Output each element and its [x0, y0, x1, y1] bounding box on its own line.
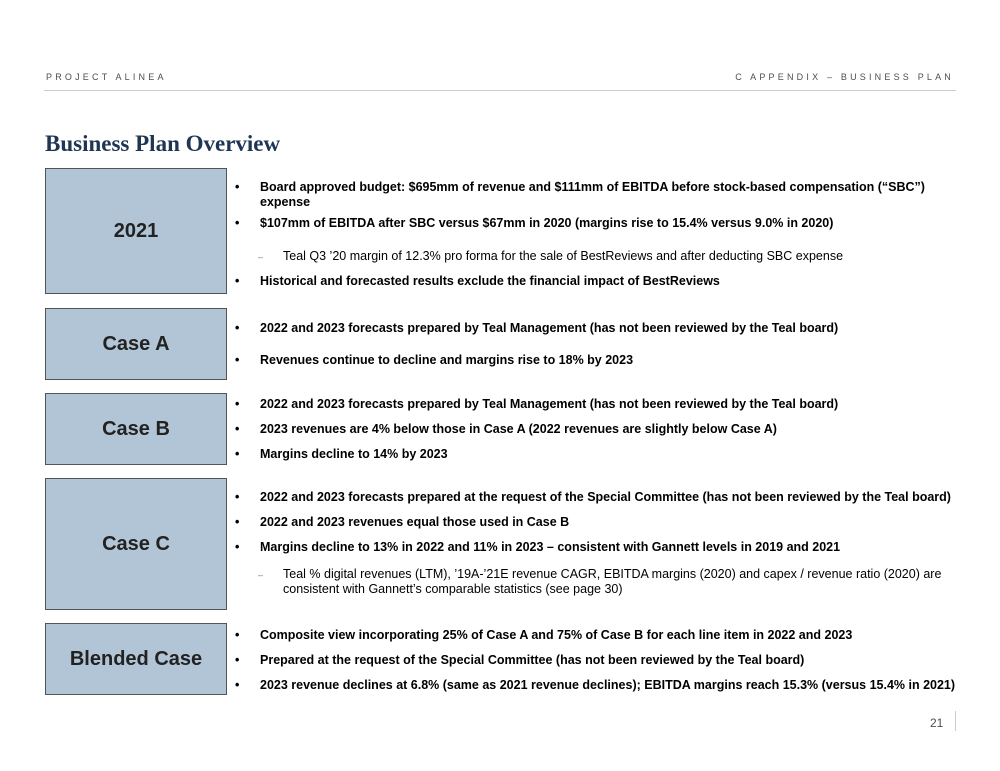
bullet-item — [235, 628, 970, 643]
bullet-item — [235, 515, 970, 530]
page-number: 21 — [930, 716, 944, 730]
bullet-marker: • — [235, 678, 240, 692]
bullet-text: Revenues continue to decline and margins rise to 18% by 2023 — [260, 353, 634, 367]
bullet-text: Prepared at the request of the Special Committee (has not been reviewed by the Teal board) — [260, 653, 805, 667]
bullet-marker: • — [235, 653, 240, 667]
bullet-item — [235, 274, 970, 289]
bullet-marker: • — [235, 628, 240, 642]
bullet-item — [235, 678, 970, 693]
bullet-text: $107mm of EBITDA after SBC versus $67mm in 2020 (margins rise to 15.4% versus 9.0% in 2020) — [260, 216, 834, 230]
bullet-text: 2022 and 2023 forecasts prepared by Teal Management (has not been reviewed by the Teal board) — [260, 397, 839, 411]
project-name: PROJECT ALINEA — [46, 72, 167, 82]
bullet-marker: • — [235, 274, 240, 288]
header-divider — [44, 90, 956, 91]
bullet-marker: – — [258, 252, 264, 262]
bullet-item — [235, 422, 970, 437]
bullet-item — [235, 397, 970, 412]
bullet-item — [235, 653, 970, 668]
section-label-case-b: Case B — [45, 393, 227, 465]
bullet-item — [235, 540, 970, 555]
bullet-text: Margins decline to 14% by 2023 — [260, 447, 448, 461]
bullet-item — [235, 216, 970, 231]
bullet-text: Teal % digital revenues (LTM), ’19A-’21E revenue CAGR, EBITDA margins (2020) and capex / revenue ratio (2020) are consistent with Gannett’s comparable statistics (see page 30) — [283, 567, 942, 596]
bullet-item — [235, 447, 970, 462]
bullet-marker: • — [235, 540, 240, 554]
section-label-case-a: Case A — [45, 308, 227, 380]
bullet-marker: • — [235, 490, 240, 504]
bullet-item — [235, 180, 970, 210]
bullet-marker: • — [235, 321, 240, 335]
page-title: Business Plan Overview — [45, 131, 281, 156]
bullet-marker: • — [235, 216, 240, 230]
bullet-text: Margins decline to 13% in 2022 and 11% in 2023 – consistent with Gannett levels in 2019 and 2021 — [260, 540, 841, 554]
bullet-text: Teal Q3 ’20 margin of 12.3% pro forma for the sale of BestReviews and after deducting SBC expense — [283, 249, 844, 263]
sub-bullet-item — [258, 249, 993, 264]
page-number-divider — [955, 711, 956, 731]
section-header: C APPENDIX – BUSINESS PLAN — [735, 72, 954, 82]
sub-bullet-item — [258, 567, 958, 597]
bullet-text: 2022 and 2023 forecasts prepared by Teal Management (has not been reviewed by the Teal board) — [260, 321, 839, 335]
section-label-2021: 2021 — [45, 168, 227, 294]
bullet-text: 2023 revenues are 4% below those in Case A (2022 revenues are slightly below Case A) — [260, 422, 777, 436]
section-label-blended-case: Blended Case — [45, 623, 227, 695]
bullet-item — [235, 490, 970, 505]
bullet-marker: • — [235, 180, 240, 194]
bullet-text: Composite view incorporating 25% of Case A and 75% of Case B for each line item in 2022 and 2023 — [260, 628, 853, 642]
bullet-marker: • — [235, 353, 240, 367]
bullet-text: 2023 revenue declines at 6.8% (same as 2021 revenue declines); EBITDA margins reach 15.3% (versus 15.4% in 2021) — [260, 678, 956, 692]
section-label-case-c: Case C — [45, 478, 227, 610]
bullet-marker: • — [235, 515, 240, 529]
bullet-marker: • — [235, 397, 240, 411]
bullet-marker: – — [258, 570, 264, 580]
bullet-marker: • — [235, 422, 240, 436]
bullet-text: 2022 and 2023 forecasts prepared at the request of the Special Committee (has not been reviewed by the Teal board) — [260, 490, 951, 504]
bullet-marker: • — [235, 447, 240, 461]
bullet-text: Board approved budget: $695mm of revenue and $111mm of EBITDA before stock-based compensation (“SBC”) expense — [260, 180, 925, 209]
bullet-item — [235, 321, 970, 336]
bullet-item — [235, 353, 970, 368]
bullet-text: Historical and forecasted results exclude the financial impact of BestReviews — [260, 274, 720, 288]
bullet-text: 2022 and 2023 revenues equal those used in Case B — [260, 515, 570, 529]
